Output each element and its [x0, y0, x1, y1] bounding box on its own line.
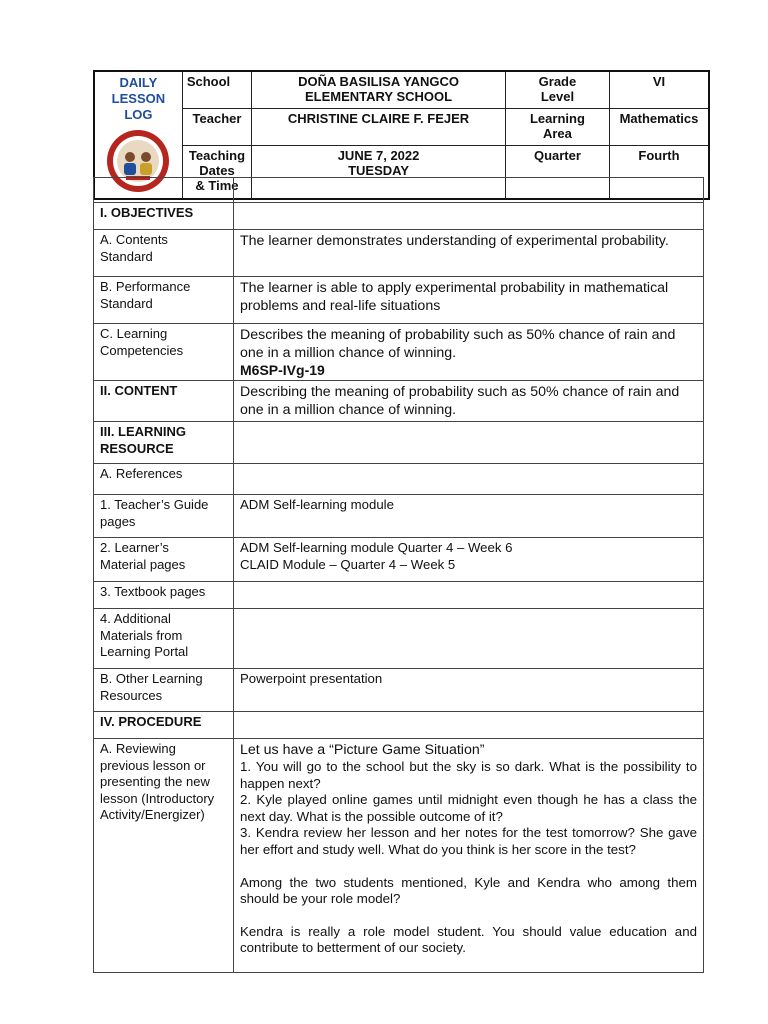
school-label: School: [182, 71, 251, 109]
table-row: [94, 712, 704, 739]
quarter-label: Quarter: [505, 146, 609, 199]
table-row: [94, 538, 704, 582]
empty-cell: [234, 582, 704, 609]
performance-standard-label: B. Performance Standard: [94, 277, 234, 324]
quarter-value: Fourth: [609, 146, 709, 199]
teacher-value: CHRISTINE CLAIRE F. FEJER: [252, 109, 506, 146]
empty-cell: [234, 609, 704, 669]
content-value: Describing the meaning of probability such as 50% chance of rain and one in a million chance of winning.: [234, 381, 704, 422]
table-row: [94, 178, 704, 203]
table-row: [94, 324, 704, 381]
table-row: [94, 230, 704, 277]
learning-area-value: Mathematics: [609, 109, 709, 146]
school-value: DOÑA BASILISA YANGCO ELEMENTARY SCHOOL: [252, 71, 506, 109]
textbook-label: 3. Textbook pages: [94, 582, 234, 609]
lesson-body-table: [93, 177, 704, 973]
reviewing-answer: Kendra is really a role model student. You should value education and contribute to betterment of our society.: [240, 923, 697, 956]
table-row: [94, 277, 704, 324]
learning-area-label: Learning Area: [505, 109, 609, 146]
other-resources-value: Powerpoint presentation: [234, 669, 704, 712]
procedure-label: IV. PROCEDURE: [94, 712, 234, 739]
table-row: [94, 609, 704, 669]
empty-cell: [234, 178, 704, 203]
additional-materials-label: 4. Additional Materials from Learning Portal: [94, 609, 234, 669]
table-row: [94, 464, 704, 495]
other-resources-label: B. Other Learning Resources: [94, 669, 234, 712]
reviewing-value: [234, 739, 704, 973]
content-label: II. CONTENT: [94, 381, 234, 422]
reviewing-intro: Let us have a “Picture Game Situation”: [240, 742, 485, 758]
empty-cell: [234, 422, 704, 464]
reviewing-question: Among the two students mentioned, Kyle and Kendra who among them should be your role model?: [240, 874, 697, 907]
table-row: [94, 582, 704, 609]
list-item: 1. You will go to the school but the sky is so dark. What is the possibility to happen next?: [240, 759, 697, 791]
table-row: [94, 739, 704, 973]
contents-standard-value: The learner demonstrates understanding of experimental probability.: [234, 230, 704, 277]
empty-cell: [234, 203, 704, 230]
table-row: [94, 381, 704, 422]
learners-material-label: 2. Learner’s Material pages: [94, 538, 234, 582]
grade-label: Grade Level: [505, 71, 609, 109]
empty-cell: [234, 464, 704, 495]
contents-standard-label: A. Contents Standard: [94, 230, 234, 277]
table-row: [94, 203, 704, 230]
teachers-guide-label: 1. Teacher’s Guide pages: [94, 495, 234, 538]
references-label: A. References: [94, 464, 234, 495]
dll-title: DAILY LESSON LOG: [111, 75, 166, 122]
list-item: 2. Kyle played online games until midnight even though he has a class the next day. What is the possible outcome of it?: [240, 792, 697, 824]
competency-code: M6SP-IVg-19: [240, 362, 325, 378]
learners-material-value: ADM Self-learning module Quarter 4 – Week 6 CLAID Module – Quarter 4 – Week 5: [234, 538, 704, 582]
teacher-label: Teacher: [182, 109, 251, 146]
competencies-value: Describes the meaning of probability such as 50% chance of rain and one in a million chance of winning. M6SP-IVg-19: [234, 324, 704, 381]
performance-standard-value: The learner is able to apply experimental probability in mathematical problems and real-life situations: [234, 277, 704, 324]
empty-cell: [94, 178, 234, 203]
competencies-label: C. Learning Competencies: [94, 324, 234, 381]
grade-value: VI: [609, 71, 709, 109]
empty-cell: [234, 712, 704, 739]
dates-label: Teaching Dates & Time: [182, 146, 251, 199]
teachers-guide-value: ADM Self-learning module: [234, 495, 704, 538]
resource-label: III. LEARNING RESOURCE: [94, 422, 234, 464]
objectives-label: I. OBJECTIVES: [94, 203, 234, 230]
table-row: [94, 669, 704, 712]
table-row: [94, 495, 704, 538]
list-item: 3. Kendra review her lesson and her notes for the test tomorrow? She gave her effort and study well. What do you think is her score in the test?: [240, 825, 697, 857]
reviewing-label: A. Reviewing previous lesson or presenting the new lesson (Introductory Activity/Energizer): [94, 739, 234, 973]
table-row: [94, 422, 704, 464]
dates-value: JUNE 7, 2022 TUESDAY: [252, 146, 506, 199]
